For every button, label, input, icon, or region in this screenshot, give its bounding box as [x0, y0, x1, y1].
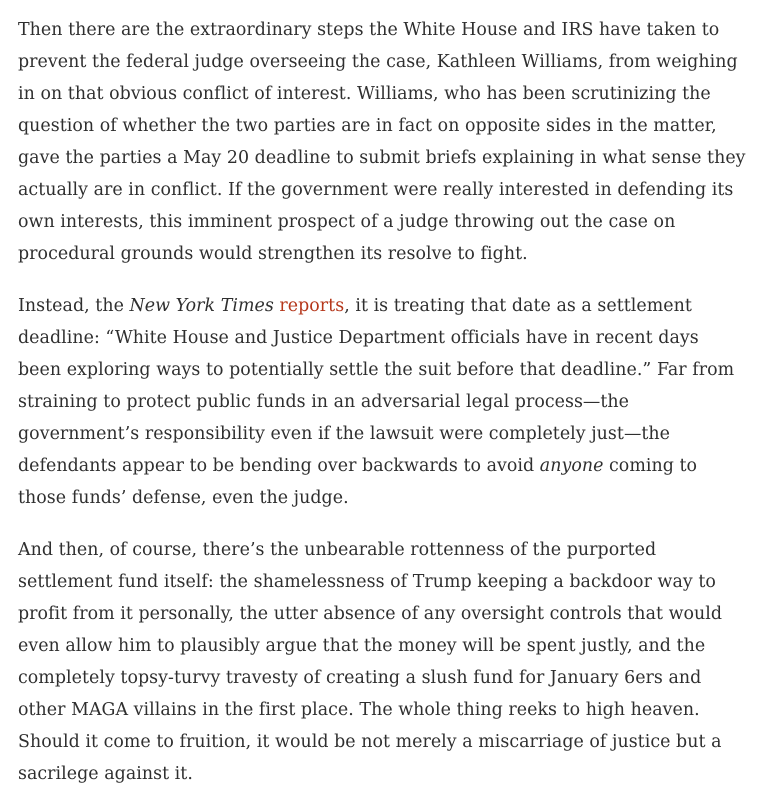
- paragraph-2-text-c: , it is treating that date as a settlement deadline: “White House and Justice Department officials have in recent days been exploring ways to potentially settle the suit before that deadline.” Far from straining to protect public funds in an adversarial legal process—the government’s responsibility even if the lawsuit were completely just—the defendants appear to be bending over backwards to avoid: [18, 296, 735, 476]
- reports-link[interactable]: reports: [279, 296, 345, 316]
- paragraph-3-text: And then, of course, there’s the unbearable rottenness of the purported settlement fund itself: the shamelessness of Trump keeping a backdoor way to profit from it personally, the utter absence of any oversight controls that would even allow him to plausibly argue that the money will be spent justly, and the completely topsy-turvy travesty of creating a slush fund for January 6ers and other MAGA villains in the first place. The whole thing reeks to high heaven. Should it come to fruition, it would be not merely a miscarriage of justice but a sacrilege against it.: [18, 540, 723, 784]
- paragraph-1: [18, 14, 746, 270]
- publication-name: New York Times: [129, 296, 274, 316]
- paragraph-2: [18, 290, 746, 514]
- paragraph-2-text-a: Instead, the: [18, 296, 130, 316]
- paragraph-3: [18, 534, 746, 790]
- emphasis-anyone: anyone: [539, 456, 604, 476]
- paragraph-1-text: Then there are the extraordinary steps the White House and IRS have taken to prevent the federal judge overseeing the case, Kathleen Williams, from weighing in on that obvious conflict of interest. Williams, who has been scrutinizing the question of whether the two parties are in fact on opposite sides in the matter, gave the parties a May 20 deadline to submit briefs explaining in what sense they actually are in conflict. If the government were really interested in defending its own interests, this imminent prospect of a judge throwing out the case on procedural grounds would strengthen its resolve to fight.: [18, 20, 746, 264]
- paragraph-2-text-d: coming to those funds’ defense, even the judge.: [18, 456, 698, 508]
